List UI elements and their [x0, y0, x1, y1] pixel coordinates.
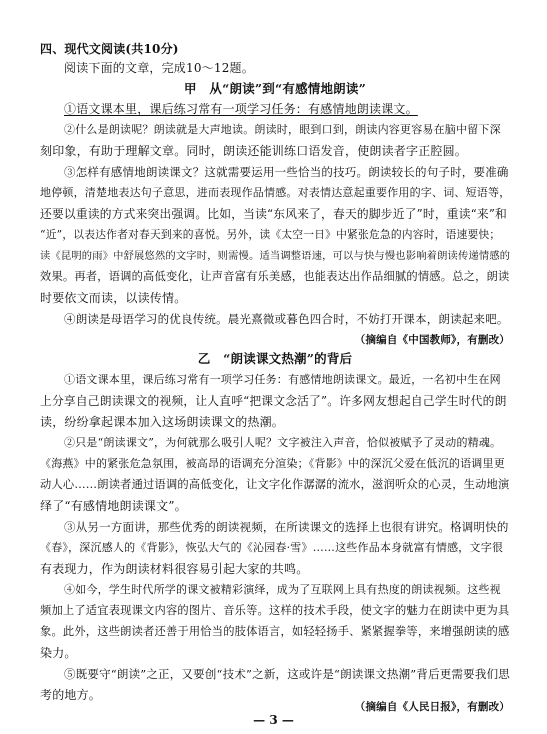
page-number: — 3 —	[253, 713, 294, 727]
paragraph-line: 动人心……朗读者通过语调的高低变化，让文字化作潺潺的流水，滋润听众的心灵，生动地演	[40, 478, 510, 491]
paragraph-line: 象。此外，这些朗读者还善于用恰当的肢体语言，如轻轻扬手、紧紧握拳等，来增强朗读的感	[40, 625, 510, 638]
passage-a-para3	[40, 165, 510, 305]
paragraph-line: 有表现力，作为朗读材料很容易引起大家的共鸣。	[40, 562, 309, 576]
passage-b-source-block	[40, 700, 510, 714]
paragraph-line: ③从另一方面讲，那些优秀的朗读视频，在所读课文的选择上也很有讲究。格调明快的	[64, 520, 509, 534]
passage-a-para1	[40, 102, 510, 116]
passage-b-para4	[40, 583, 510, 660]
paragraph-line: 上分享自己朗读课文的视频，让人直呼“把课文念活了”。许多网友想起自己学生时代的朗	[40, 394, 507, 408]
passage-b-para2	[40, 436, 510, 513]
passage-a-source: （摘编自《中国教师》，有删改）	[354, 334, 510, 346]
paragraph-line: 频加上了适宜表现课文内容的图片、音乐等。这样的技术手段，使文字的魅力在朗读中更为具	[40, 604, 510, 617]
section-header: 四、现代文阅读(共10分)	[40, 42, 179, 56]
passage-b-title-block	[40, 352, 510, 366]
paragraph-line: 《春》，深沉感人的《背影》，恢弘大气的《沁园春·雪》……这些作品本身就富有情感，文字很	[40, 541, 504, 554]
passage-a-title: 甲 从“朗读”到“有感情地朗读”	[184, 81, 366, 96]
instruction-block	[40, 61, 510, 75]
paragraph-line: ④朗读是母语学习的优良传统。晨光熹微或暮色四合时，不妨打开课本，朗读起来吧。	[64, 312, 509, 326]
paragraph-line: 考的地方。	[40, 688, 102, 702]
paragraph-line: ②只是“朗读课文”，为何就那么吸引人呢？文字被注入声音，恰似被赋予了灵动的精魂。	[64, 436, 502, 449]
passage-a-source-block	[40, 333, 510, 347]
paragraph-line: ③怎样有感情地朗读课文？这就需要运用一些恰当的技巧。朗读较长的句子时，要准确	[64, 165, 509, 179]
passage-b-para1	[40, 373, 510, 429]
paragraph-line: 刻印象，有助于理解文章。同时，朗读还能训练口语发音，使朗读者字正腔圆。	[40, 144, 468, 158]
passage-a-para1-text: ①语文课本里，课后练习常有一项学习任务：有感情地朗读课文。	[64, 102, 418, 116]
passage-b-para5	[40, 667, 510, 702]
paragraph-line: 《海燕》中的紧张危急氛围，被高昂的语调充分渲染；《背影》中的深沉父爱在低沉的语调里更	[40, 457, 505, 470]
passage-a-para4	[40, 312, 510, 326]
passage-b-title: 乙 “朗读课文热潮”的背后	[197, 351, 353, 366]
paragraph-line: 读，纷纷拿起课本加入这场朗读课文的热潮。	[40, 415, 285, 429]
paragraph-line: 时要依文而读，以读传情。	[40, 291, 187, 305]
paragraph-line: 地停顿，清楚地表达句子意思，进而表现作品情感。对表情达意起重要作用的字、词、短语等，	[40, 186, 511, 199]
passage-a-title-block	[40, 82, 510, 96]
paragraph-line: ⑤既要守“朗读”之正，又要创“技术”之新，这或许是“朗读课文热潮”背后更需要我们思	[64, 667, 510, 681]
paragraph-line: 染力。	[40, 646, 77, 660]
paragraph-line: ②什么是朗读呢？朗读就是大声地读。朗读时，眼到口到，朗读内容更容易在脑中留下深	[64, 123, 501, 136]
paragraph-line: ④如今，学生时代所学的课文被精彩演绎，成为了互联网上具有热度的朗读视频。这些视	[64, 583, 501, 596]
paragraph-line: 还要以重读的方式来突出强调。比如，当读“东风来了，春天的脚步近了”时，重读“来”和	[40, 207, 507, 221]
passage-a-para2	[40, 123, 510, 158]
section-header-block	[40, 42, 510, 56]
paragraph-line: 绎了“有感情地朗读课文”。	[40, 499, 187, 513]
instruction: 阅读下面的文章，完成10～12题。	[64, 61, 254, 75]
paragraph-line: 效果。再者，语调的高低变化，让声音富有乐美感，也能表达出作品细腻的情感。总之，朗读	[40, 270, 510, 283]
paragraph-line: 读《昆明的雨》中舒展悠然的文字时，则需慢。适当调整语速，可以与快与慢也影响着朗读传递情感的	[40, 250, 511, 262]
passage-b-para3	[40, 520, 510, 576]
passage-b-source: （摘编自《人民日报》，有删改）	[354, 701, 510, 713]
paragraph-line: “近”，以表达作者对春天到来的喜悦。另外，读《太空一日》中紧张危急的内容时，语速要快；	[40, 228, 501, 241]
paragraph-line: ①语文课本里，课后练习常有一项学习任务：有感情地朗读课文。最近，一名初中生在网	[64, 373, 501, 386]
